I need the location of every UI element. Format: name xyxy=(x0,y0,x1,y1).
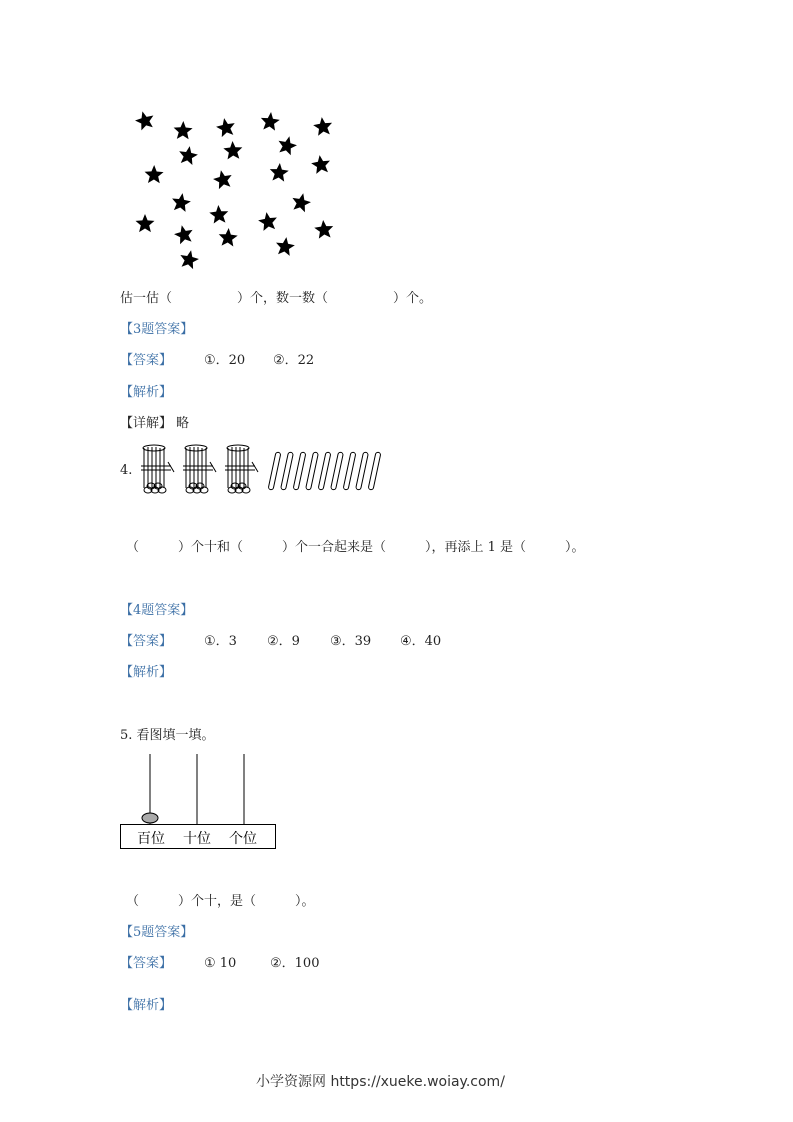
single-stick xyxy=(368,452,381,490)
bundle-of-ten-3 xyxy=(225,445,258,493)
stars-figure xyxy=(120,100,360,275)
star xyxy=(276,134,299,156)
single-stick xyxy=(281,452,294,490)
q5-answer-1: ① 10 xyxy=(204,956,237,971)
star xyxy=(144,165,163,183)
q5-answer-header: 【5题答案】 xyxy=(120,925,194,940)
star xyxy=(133,109,156,131)
q4-analysis-tag: 【解析】 xyxy=(120,665,173,680)
q4-number: 4. xyxy=(120,463,133,478)
star xyxy=(269,162,290,182)
star xyxy=(172,223,195,245)
q3-analysis-tag: 【解析】 xyxy=(120,385,173,400)
q3-answer-header: 【3题答案】 xyxy=(120,322,194,337)
star xyxy=(310,154,331,175)
q4-answer-tag: 【答案】 xyxy=(120,634,173,649)
single-sticks xyxy=(268,452,381,490)
star xyxy=(257,211,279,232)
single-stick xyxy=(343,452,356,490)
q3-question: 估一估（ ）个，数一数（ ）个。 xyxy=(120,291,433,306)
bundle-of-ten-1 xyxy=(141,445,174,493)
star xyxy=(209,204,229,223)
star xyxy=(173,121,193,140)
star xyxy=(260,111,281,131)
q4-answer-1: ①．3 xyxy=(204,634,237,649)
q4-answer-3: ③．39 xyxy=(330,634,372,649)
q5-answer-2: ②．100 xyxy=(270,956,320,971)
single-stick xyxy=(356,452,369,490)
label-tens: 十位 xyxy=(183,831,211,847)
single-stick xyxy=(268,452,281,490)
footer-site-link[interactable]: 小学资源网 https://xueke.woiay.com/ xyxy=(256,1074,505,1090)
star xyxy=(212,168,234,190)
label-ones: 个位 xyxy=(229,831,257,847)
label-hundreds: 百位 xyxy=(137,831,165,847)
bundle-of-ten-2 xyxy=(183,445,216,493)
single-stick xyxy=(331,452,344,490)
q4-answer-4: ④．40 xyxy=(400,634,442,649)
q5-analysis-tag: 【解析】 xyxy=(120,998,173,1013)
star xyxy=(136,214,155,232)
star xyxy=(314,219,335,239)
q3-detail-text: 略 xyxy=(176,416,190,431)
q5-title: 5. 看图填一填。 xyxy=(120,728,215,743)
star xyxy=(218,227,238,246)
star xyxy=(177,145,199,166)
single-stick xyxy=(293,452,306,490)
star xyxy=(223,141,243,160)
q3-answer-tag: 【答案】 xyxy=(120,353,173,368)
q3-answer-2: ②．22 xyxy=(273,353,315,368)
q5-answer-tag: 【答案】 xyxy=(120,956,173,971)
sticks-figure xyxy=(138,444,390,496)
q3-detail-tag: 【详解】 xyxy=(120,416,173,431)
single-stick xyxy=(318,452,331,490)
abacus-bead xyxy=(142,813,158,823)
q4-answer-2: ②．9 xyxy=(267,634,300,649)
star xyxy=(178,248,200,270)
q3-answer-1: ①．20 xyxy=(204,353,246,368)
star xyxy=(215,116,237,137)
star xyxy=(170,192,192,213)
star xyxy=(312,116,333,136)
q5-question: （ ）个十，是（ ）。 xyxy=(126,894,315,909)
single-stick xyxy=(306,452,319,490)
star xyxy=(290,191,313,213)
q4-answer-header: 【4题答案】 xyxy=(120,603,194,618)
star xyxy=(274,236,295,257)
q4-question: （ ）个十和（ ）个一合起来是（ ），再添上 1 是（ ）。 xyxy=(126,540,585,555)
